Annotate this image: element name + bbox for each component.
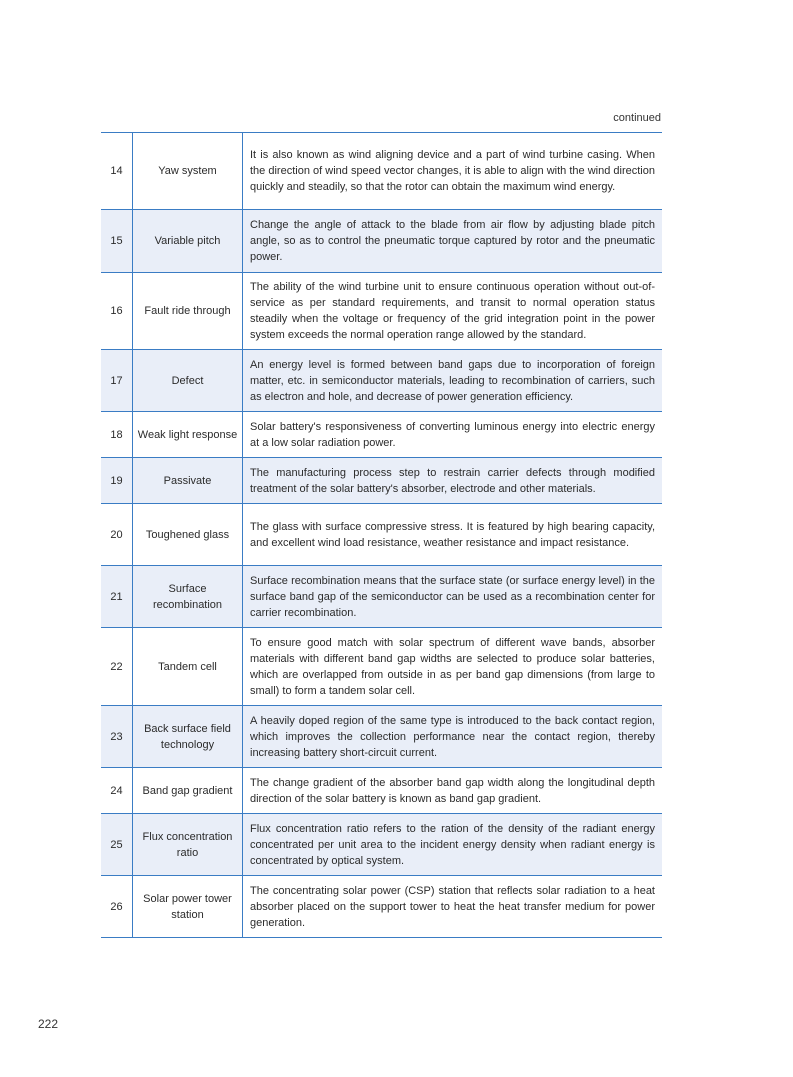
term-definition: Surface recombination means that the surface state (or surface energy level) in the surface band gap of the semiconductor can be used as a recombination center for carrier recombination. (250, 574, 655, 619)
term-number: 22 (101, 628, 133, 706)
table-row (101, 210, 662, 273)
term-number: 26 (101, 876, 133, 938)
term-name: Surface recombination (133, 566, 243, 628)
term-definition: Solar battery's responsiveness of converting luminous energy into electric energy at a low solar radiation power. (250, 420, 655, 449)
table-row (101, 350, 662, 412)
glossary-table-body (101, 133, 662, 938)
table-row (101, 768, 662, 814)
table-row (101, 273, 662, 350)
term-number: 16 (101, 273, 133, 350)
term-number: 17 (101, 350, 133, 412)
term-name: Defect (133, 350, 243, 412)
table-row (101, 706, 662, 768)
term-name: Weak light response (133, 412, 243, 458)
table-row (101, 566, 662, 628)
term-definition: The ability of the wind turbine unit to ensure continuous operation without out-of-service as per standard requirements, and transit to normal operation status steadily when the voltage or frequency of the grid integration point in the power system exceeds the normal operation range allowed by the standard. (250, 281, 655, 341)
term-definition: To ensure good match with solar spectrum of different wave bands, absorber materials with different band gap widths are selected to produce solar batteries, which are overlapped from outside in as per band gap dimensions (from large to small) to form a tandem solar cell. (250, 636, 655, 697)
term-name: Band gap gradient (133, 768, 243, 814)
term-number: 19 (101, 458, 133, 504)
term-number: 15 (101, 210, 133, 273)
term-number: 18 (101, 412, 133, 458)
term-name: Yaw system (133, 133, 243, 210)
table-row (101, 876, 662, 938)
table-row (101, 412, 662, 458)
term-number: 23 (101, 706, 133, 768)
term-number: 20 (101, 504, 133, 566)
term-definition: Flux concentration ratio refers to the ration of the density of the radiant energy concentrated per unit area to the incident energy density when radiant energy is concentrated by optical system. (250, 822, 655, 867)
term-name: Flux concentration ratio (133, 814, 243, 876)
term-definition: A heavily doped region of the same type is introduced to the back contact region, which improves the collection performance near the contact region, thereby increasing battery short-circuit current. (250, 714, 655, 759)
term-name: Toughened glass (133, 504, 243, 566)
term-number: 14 (101, 133, 133, 210)
table-row (101, 628, 662, 706)
table-row (101, 504, 662, 566)
term-name: Variable pitch (133, 210, 243, 273)
term-name: Tandem cell (133, 628, 243, 706)
term-name: Solar power tower station (133, 876, 243, 938)
term-definition: The glass with surface compressive stress. It is featured by high bearing capacity, and excellent wind load resistance, weather resistance and impact resistance. (250, 520, 655, 549)
term-definition: The concentrating solar power (CSP) station that reflects solar radiation to a heat absorber placed on the support tower to heat the heat transfer medium for power generation. (250, 884, 655, 929)
term-definition: Change the angle of attack to the blade from air flow by adjusting blade pitch angle, so as to control the pneumatic torque captured by rotor and the pneumatic power. (250, 219, 655, 263)
term-name: Back surface field technology (133, 706, 243, 768)
table-row (101, 458, 662, 504)
term-definition: The manufacturing process step to restrain carrier defects through modified treatment of the solar battery's absorber, electrode and other materials. (250, 466, 655, 495)
page-number: 222 (38, 1017, 59, 1031)
term-number: 24 (101, 768, 133, 814)
term-definition: An energy level is formed between band gaps due to incorporation of foreign matter, etc. in semiconductor materials, leading to recombination of carriers, such as electron and hole, and decrease of power generation efficiency. (250, 358, 655, 403)
term-definition: The change gradient of the absorber band gap width along the longitudinal depth direction of the solar battery is known as band gap gradient. (250, 776, 655, 805)
table-row (101, 133, 662, 210)
term-name: Fault ride through (133, 273, 243, 350)
glossary-table (101, 132, 662, 938)
table-row (101, 814, 662, 876)
term-definition: It is also known as wind aligning device and a part of wind turbine casing. When the direction of wind speed vector changes, it is able to align with the wind direction quickly and steadily, so that the rotor can obtain the maximum wind energy. (250, 149, 655, 193)
continued-label: continued (613, 112, 661, 124)
term-number: 25 (101, 814, 133, 876)
term-number: 21 (101, 566, 133, 628)
term-name: Passivate (133, 458, 243, 504)
